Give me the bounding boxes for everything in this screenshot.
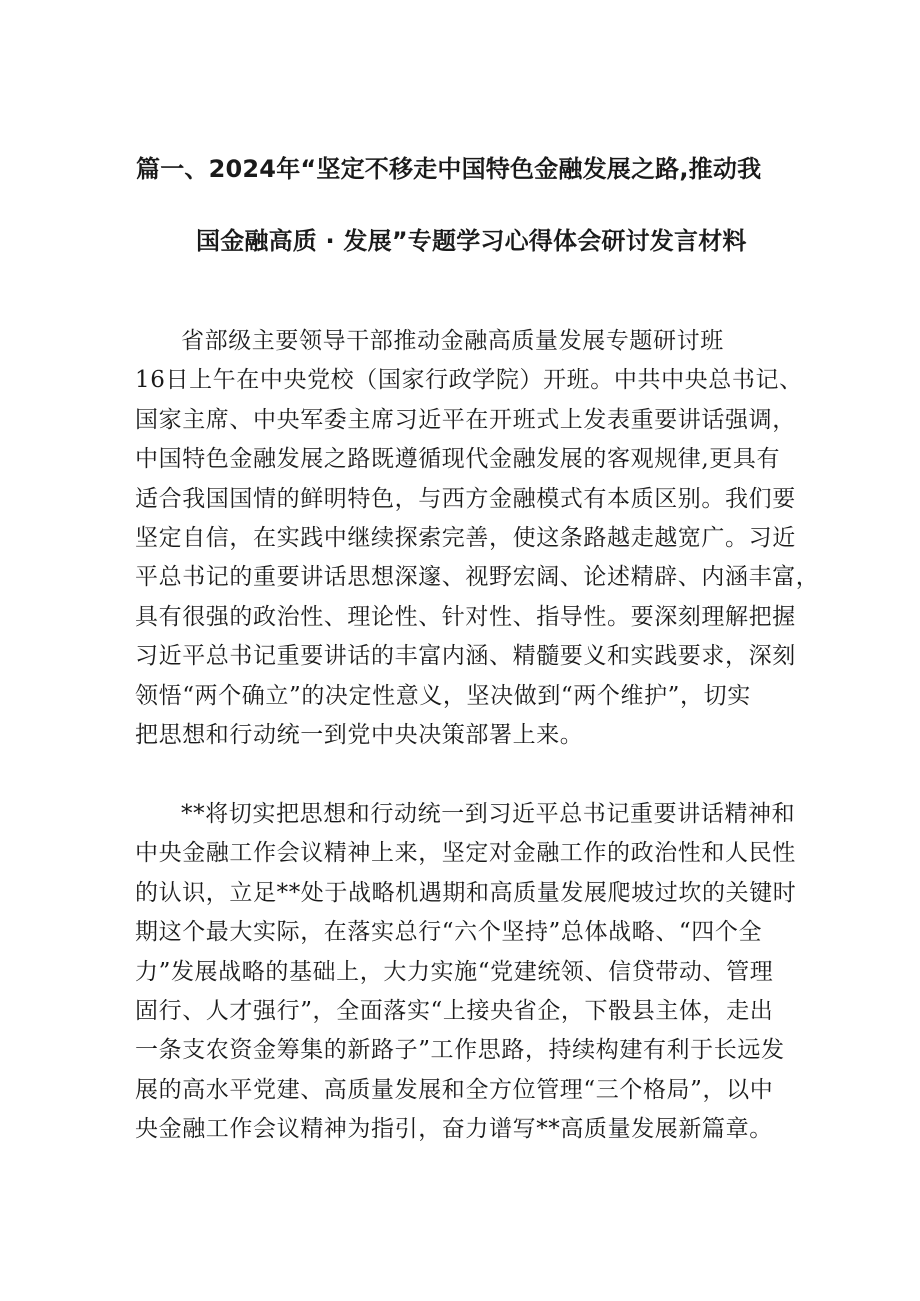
paragraph-line: 国家主席、中央军委主席习近平在开班式上发表重要讲话强调， <box>135 406 796 433</box>
paragraph-line: 具有很强的政治性、理论性、针对性、指导性。要深刻理解把握 <box>135 603 796 630</box>
paragraph-line: 平总书记的重要讲话思想深邃、视野宏阔、论述精辟、内涵丰富， <box>135 564 820 591</box>
paragraph-line: 把思想和行动统一到党中央决策部署上来。 <box>135 721 584 748</box>
paragraph-line: 适合我国国情的鲜明特色，与西方金融模式有本质区别。我们要 <box>135 485 796 512</box>
paragraph-line: 一条支农资金筹集的新路子”工作思路，持续构建有利于长远发 <box>135 1037 785 1064</box>
paragraph-line: 展的高水平党建、高质量发展和全方位管理“三个格局”，以中 <box>135 1076 774 1103</box>
paragraph-line: 力”发展战略的基础上，大力实施“党建统领、信贷带动、管理 <box>135 958 774 985</box>
paragraph-line: 中央金融工作会议精神上来，坚定对金融工作的政治性和人民性 <box>135 840 796 867</box>
paragraph-line: 领悟“两个确立”的决定性意义，坚决做到“两个维护”，切实 <box>135 682 751 709</box>
paragraph-line: 期这个最大实际，在落实总行“六个坚持”总体战略、“四个全 <box>135 919 763 946</box>
paragraph-line: 固行、人才强行”，全面落实“上接央省企，下骰县主体，走出 <box>135 997 774 1024</box>
document-title-line-1: 篇一、2024年“坚定不移走中国特色金融发展之路,推动我 <box>136 155 762 183</box>
paragraph-1 <box>135 322 820 755</box>
paragraph-line: **将切实把思想和行动统一到习近平总书记重要讲话精神和 <box>181 801 796 827</box>
paragraph-line: 的认识，立足**处于战略机遇期和高质量发展爬坡过坎的关键时 <box>135 879 797 906</box>
paragraph-line: 中国特色金融发展之路既遵循现代金融发展的客观规律,更具有 <box>135 446 781 473</box>
document-title-line-2: 国金融高质 · 发展”专题学习心得体会研讨发言材料 <box>196 227 747 255</box>
paragraph-line: 省部级主要领导干部推动金融高质量发展专题研讨班 <box>181 328 724 354</box>
paragraph-line: 央金融工作会议精神为指引，奋力谱写**高质量发展新篇章。 <box>135 1116 773 1143</box>
paragraph-2 <box>135 795 795 1150</box>
paragraph-line: 16日上午在中央党校（国家行政学院）开班。中共中央总书记、 <box>135 367 803 394</box>
paragraph-line: 习近平总书记重要讲话的丰富内涵、精髓要义和实践要求，深刻 <box>135 643 796 670</box>
paragraph-line: 坚定自信，在实践中继续探索完善，使这条路越走越宽广。习近 <box>135 524 796 551</box>
